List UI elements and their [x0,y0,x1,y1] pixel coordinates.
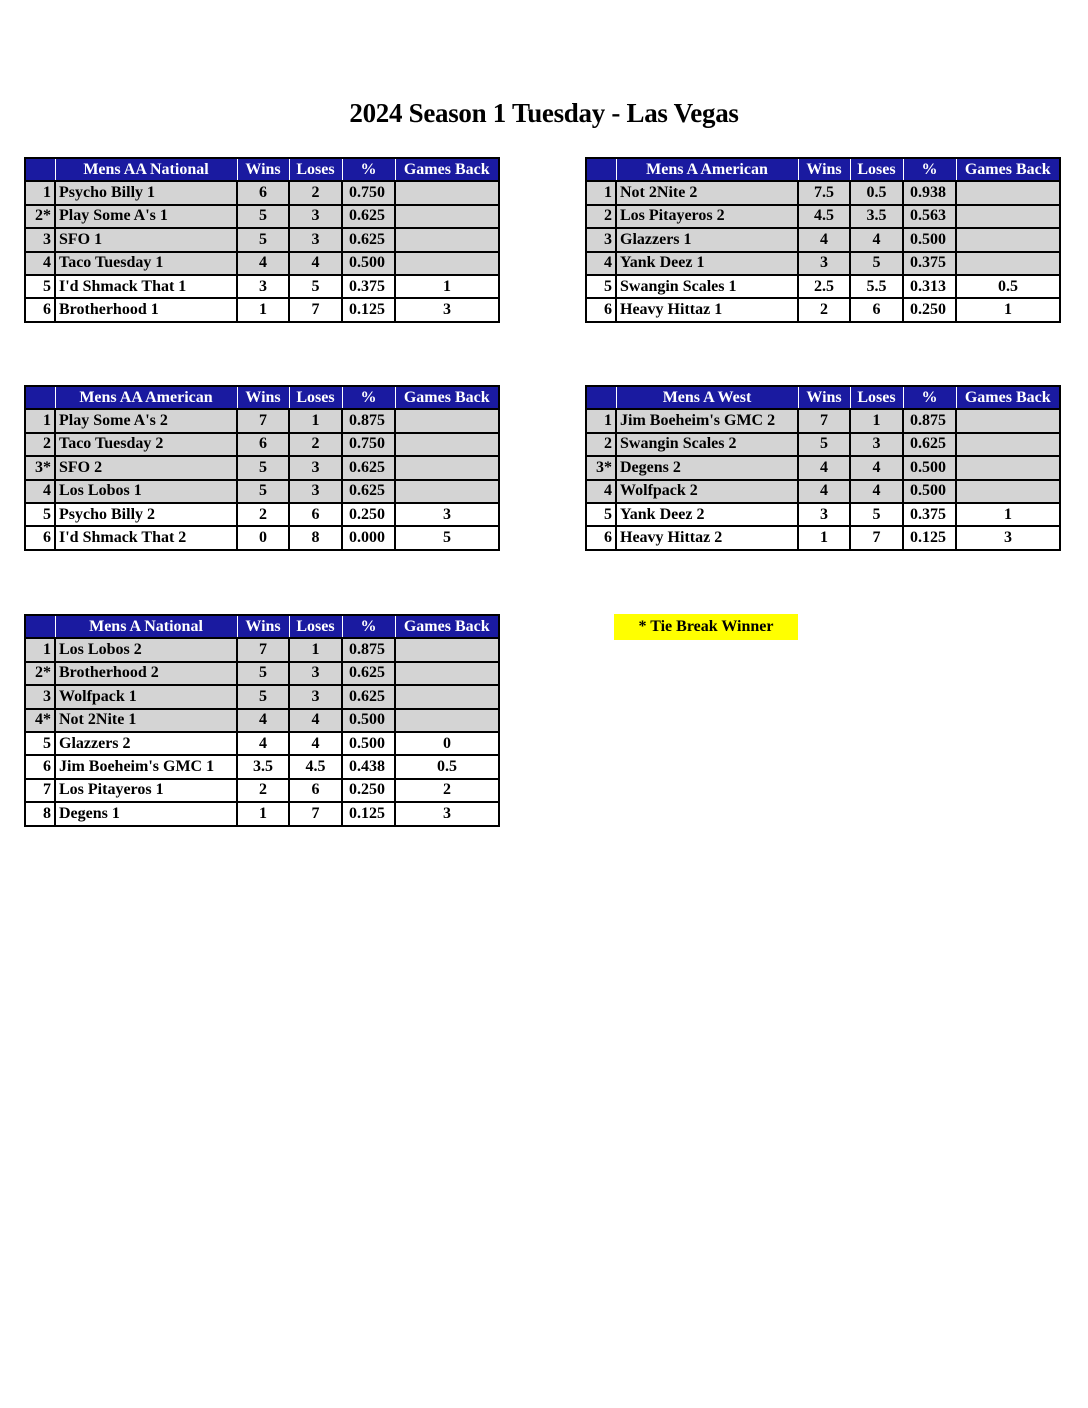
table-header-row [586,158,1060,181]
standings-table-mens-a-west [585,385,1061,551]
table-row [586,205,1060,228]
games-back-header: Games Back [395,386,499,409]
table-row [586,252,1060,275]
loses-cell: 1 [289,638,342,661]
division-name: Mens A National [55,615,237,638]
wins-cell: 3.5 [237,755,289,778]
wins-cell: 3 [798,503,850,526]
games-back-cell: 3 [395,503,499,526]
pct-cell: 0.750 [342,181,395,204]
wins-cell: 4.5 [798,205,850,228]
games-back-header: Games Back [956,386,1060,409]
loses-cell: 4 [850,480,903,503]
rank-cell: 5 [25,503,55,526]
team-cell: Los Pitayeros 1 [55,779,237,802]
table-row [586,298,1060,321]
standings-table-mens-a-national [24,614,500,827]
wins-cell: 7.5 [798,181,850,204]
table-row [25,662,499,685]
rank-cell: 6 [25,526,55,549]
pct-cell: 0.875 [342,638,395,661]
table-header-row [25,386,499,409]
loses-cell: 1 [850,409,903,432]
table-header-row [586,386,1060,409]
table-row [25,275,499,298]
division-name: Mens A West [616,386,798,409]
pct-cell: 0.125 [342,802,395,825]
games-back-cell [395,685,499,708]
table-row [25,503,499,526]
wins-cell: 1 [237,298,289,321]
pct-cell: 0.625 [903,433,956,456]
table-row [25,480,499,503]
division-name: Mens A American [616,158,798,181]
wins-cell: 4 [798,456,850,479]
wins-cell: 7 [237,409,289,432]
rank-cell: 7 [25,779,55,802]
loses-cell: 5 [850,503,903,526]
team-cell: Los Lobos 1 [55,480,237,503]
table-row [586,181,1060,204]
wins-cell: 6 [237,181,289,204]
games-back-cell [395,228,499,251]
games-back-header: Games Back [395,158,499,181]
team-cell: Not 2Nite 1 [55,709,237,732]
games-back-cell [395,480,499,503]
table-row [25,252,499,275]
rank-cell: 6 [25,298,55,321]
loses-cell: 3 [289,456,342,479]
games-back-cell [395,709,499,732]
loses-header: Loses [289,158,342,181]
games-back-cell [395,181,499,204]
team-cell: I'd Shmack That 2 [55,526,237,549]
loses-cell: 4 [289,732,342,755]
wins-cell: 4 [798,480,850,503]
loses-cell: 2 [289,181,342,204]
games-back-cell [395,638,499,661]
table-row [586,433,1060,456]
games-back-cell: 3 [956,526,1060,549]
rank-header [25,386,55,409]
pct-cell: 0.500 [342,709,395,732]
wins-header: Wins [237,158,289,181]
rank-header [25,158,55,181]
rank-cell: 2 [586,433,616,456]
loses-cell: 7 [289,802,342,825]
wins-cell: 3 [237,275,289,298]
tie-break-legend: * Tie Break Winner [614,614,798,640]
loses-header: Loses [289,386,342,409]
wins-cell: 1 [798,526,850,549]
team-cell: Wolfpack 2 [616,480,798,503]
games-back-cell: 0.5 [395,755,499,778]
wins-header: Wins [798,386,850,409]
team-cell: Not 2Nite 2 [616,181,798,204]
games-back-cell: 1 [395,275,499,298]
table-row [25,685,499,708]
rank-cell: 5 [25,275,55,298]
pct-cell: 0.500 [342,252,395,275]
games-back-cell [395,433,499,456]
loses-cell: 4 [289,709,342,732]
rank-cell: 5 [586,503,616,526]
rank-cell: 8 [25,802,55,825]
standings-table-mens-aa-national [24,157,500,323]
table-row [586,480,1060,503]
wins-cell: 2 [237,779,289,802]
wins-cell: 0 [237,526,289,549]
pct-cell: 0.875 [903,409,956,432]
table-row [25,732,499,755]
table-row [25,298,499,321]
pct-header: % [342,158,395,181]
loses-cell: 2 [289,433,342,456]
games-back-cell [956,480,1060,503]
pct-cell: 0.500 [903,228,956,251]
wins-cell: 2 [798,298,850,321]
wins-cell: 7 [237,638,289,661]
rank-cell: 1 [586,409,616,432]
rank-cell: 6 [25,755,55,778]
loses-cell: 4.5 [289,755,342,778]
games-back-cell: 3 [395,298,499,321]
wins-cell: 5 [237,456,289,479]
rank-cell: 1 [25,638,55,661]
loses-cell: 4 [289,252,342,275]
rank-cell: 5 [586,275,616,298]
loses-cell: 7 [289,298,342,321]
team-cell: Yank Deez 1 [616,252,798,275]
pct-cell: 0.375 [903,252,956,275]
games-back-cell [956,205,1060,228]
loses-header: Loses [850,386,903,409]
loses-cell: 7 [850,526,903,549]
table-row [25,802,499,825]
loses-cell: 3 [289,480,342,503]
loses-cell: 6 [289,779,342,802]
pct-cell: 0.438 [342,755,395,778]
pct-cell: 0.625 [342,228,395,251]
games-back-cell [956,252,1060,275]
games-back-cell [956,228,1060,251]
table-row [25,755,499,778]
pct-cell: 0.250 [903,298,956,321]
team-cell: Los Lobos 2 [55,638,237,661]
team-cell: Taco Tuesday 1 [55,252,237,275]
team-cell: Glazzers 1 [616,228,798,251]
pct-cell: 0.625 [342,685,395,708]
pct-cell: 0.500 [903,480,956,503]
rank-cell: 2 [586,205,616,228]
rank-cell: 6 [586,298,616,321]
pct-cell: 0.000 [342,526,395,549]
loses-cell: 3 [289,685,342,708]
games-back-cell [956,409,1060,432]
rank-cell: 4 [586,480,616,503]
loses-cell: 3 [289,228,342,251]
rank-cell: 4* [25,709,55,732]
team-cell: Play Some A's 2 [55,409,237,432]
table-row [586,275,1060,298]
rank-cell: 3 [25,228,55,251]
pct-cell: 0.625 [342,205,395,228]
rank-cell: 1 [25,409,55,432]
pct-cell: 0.625 [342,480,395,503]
rank-cell: 3* [586,456,616,479]
wins-cell: 7 [798,409,850,432]
rank-cell: 2* [25,205,55,228]
loses-cell: 5 [850,252,903,275]
loses-cell: 6 [289,503,342,526]
pct-cell: 0.125 [342,298,395,321]
table-row [586,503,1060,526]
team-cell: Psycho Billy 2 [55,503,237,526]
games-back-cell [956,456,1060,479]
games-back-cell: 1 [956,503,1060,526]
table-row [25,205,499,228]
rank-cell: 5 [25,732,55,755]
loses-cell: 0.5 [850,181,903,204]
wins-cell: 6 [237,433,289,456]
wins-cell: 4 [237,252,289,275]
team-cell: Glazzers 2 [55,732,237,755]
pct-cell: 0.250 [342,503,395,526]
games-back-cell [395,409,499,432]
table-row [586,409,1060,432]
team-cell: Heavy Hittaz 1 [616,298,798,321]
loses-cell: 3 [289,662,342,685]
wins-header: Wins [798,158,850,181]
table-row [25,409,499,432]
wins-cell: 4 [237,709,289,732]
games-back-cell [395,205,499,228]
loses-header: Loses [289,615,342,638]
table-row [25,181,499,204]
table-row [586,228,1060,251]
rank-cell: 4 [25,252,55,275]
pct-cell: 0.375 [342,275,395,298]
games-back-cell [956,181,1060,204]
rank-header [586,386,616,409]
wins-cell: 5 [237,228,289,251]
team-cell: Swangin Scales 2 [616,433,798,456]
games-back-cell [395,252,499,275]
games-back-header: Games Back [956,158,1060,181]
rank-cell: 3 [586,228,616,251]
team-cell: Brotherhood 2 [55,662,237,685]
table-row [25,433,499,456]
team-cell: Taco Tuesday 2 [55,433,237,456]
pct-cell: 0.625 [342,662,395,685]
wins-cell: 5 [237,685,289,708]
pct-cell: 0.375 [903,503,956,526]
table-header-row [25,158,499,181]
pct-cell: 0.313 [903,275,956,298]
games-back-cell: 5 [395,526,499,549]
loses-cell: 4 [850,228,903,251]
division-name: Mens AA American [55,386,237,409]
wins-cell: 5 [798,433,850,456]
games-back-cell: 2 [395,779,499,802]
team-cell: Yank Deez 2 [616,503,798,526]
games-back-cell [395,456,499,479]
loses-cell: 3.5 [850,205,903,228]
wins-cell: 2.5 [798,275,850,298]
rank-cell: 3 [25,685,55,708]
rank-cell: 6 [586,526,616,549]
rank-header [25,615,55,638]
loses-header: Loses [850,158,903,181]
team-cell: Wolfpack 1 [55,685,237,708]
rank-cell: 4 [25,480,55,503]
team-cell: Psycho Billy 1 [55,181,237,204]
table-row [25,526,499,549]
loses-cell: 5.5 [850,275,903,298]
loses-cell: 5 [289,275,342,298]
wins-cell: 5 [237,662,289,685]
table-row [25,709,499,732]
wins-header: Wins [237,386,289,409]
team-cell: Jim Boeheim's GMC 1 [55,755,237,778]
loses-cell: 6 [850,298,903,321]
games-back-cell [395,662,499,685]
wins-cell: 1 [237,802,289,825]
table-row [586,456,1060,479]
team-cell: Heavy Hittaz 2 [616,526,798,549]
rank-cell: 3* [25,456,55,479]
rank-cell: 1 [25,181,55,204]
table-row [25,456,499,479]
wins-cell: 5 [237,205,289,228]
pct-cell: 0.125 [903,526,956,549]
team-cell: I'd Shmack That 1 [55,275,237,298]
loses-cell: 3 [289,205,342,228]
rank-header [586,158,616,181]
pct-cell: 0.500 [342,732,395,755]
team-cell: Brotherhood 1 [55,298,237,321]
loses-cell: 1 [289,409,342,432]
standings-table-mens-a-american [585,157,1061,323]
pct-header: % [342,386,395,409]
team-cell: Degens 2 [616,456,798,479]
pct-header: % [342,615,395,638]
team-cell: Jim Boeheim's GMC 2 [616,409,798,432]
loses-cell: 3 [850,433,903,456]
games-back-cell: 0.5 [956,275,1060,298]
games-back-cell: 1 [956,298,1060,321]
division-name: Mens AA National [55,158,237,181]
pct-cell: 0.938 [903,181,956,204]
table-row [25,638,499,661]
pct-header: % [903,386,956,409]
games-back-cell: 3 [395,802,499,825]
team-cell: SFO 2 [55,456,237,479]
rank-cell: 1 [586,181,616,204]
table-row [25,228,499,251]
pct-cell: 0.750 [342,433,395,456]
loses-cell: 4 [850,456,903,479]
wins-cell: 2 [237,503,289,526]
team-cell: Play Some A's 1 [55,205,237,228]
pct-cell: 0.625 [342,456,395,479]
page-title: 2024 Season 1 Tuesday - Las Vegas [349,98,739,128]
table-row [586,526,1060,549]
team-cell: SFO 1 [55,228,237,251]
team-cell: Los Pitayeros 2 [616,205,798,228]
team-cell: Swangin Scales 1 [616,275,798,298]
wins-header: Wins [237,615,289,638]
team-cell: Degens 1 [55,802,237,825]
games-back-cell [956,433,1060,456]
wins-cell: 3 [798,252,850,275]
pct-cell: 0.875 [342,409,395,432]
pct-cell: 0.250 [342,779,395,802]
table-header-row [25,615,499,638]
loses-cell: 8 [289,526,342,549]
wins-cell: 4 [237,732,289,755]
games-back-header: Games Back [395,615,499,638]
pct-cell: 0.500 [903,456,956,479]
pct-header: % [903,158,956,181]
standings-table-mens-aa-american [24,385,500,551]
wins-cell: 5 [237,480,289,503]
pct-cell: 0.563 [903,205,956,228]
rank-cell: 2 [25,433,55,456]
table-row [25,779,499,802]
games-back-cell: 0 [395,732,499,755]
rank-cell: 2* [25,662,55,685]
wins-cell: 4 [798,228,850,251]
rank-cell: 4 [586,252,616,275]
